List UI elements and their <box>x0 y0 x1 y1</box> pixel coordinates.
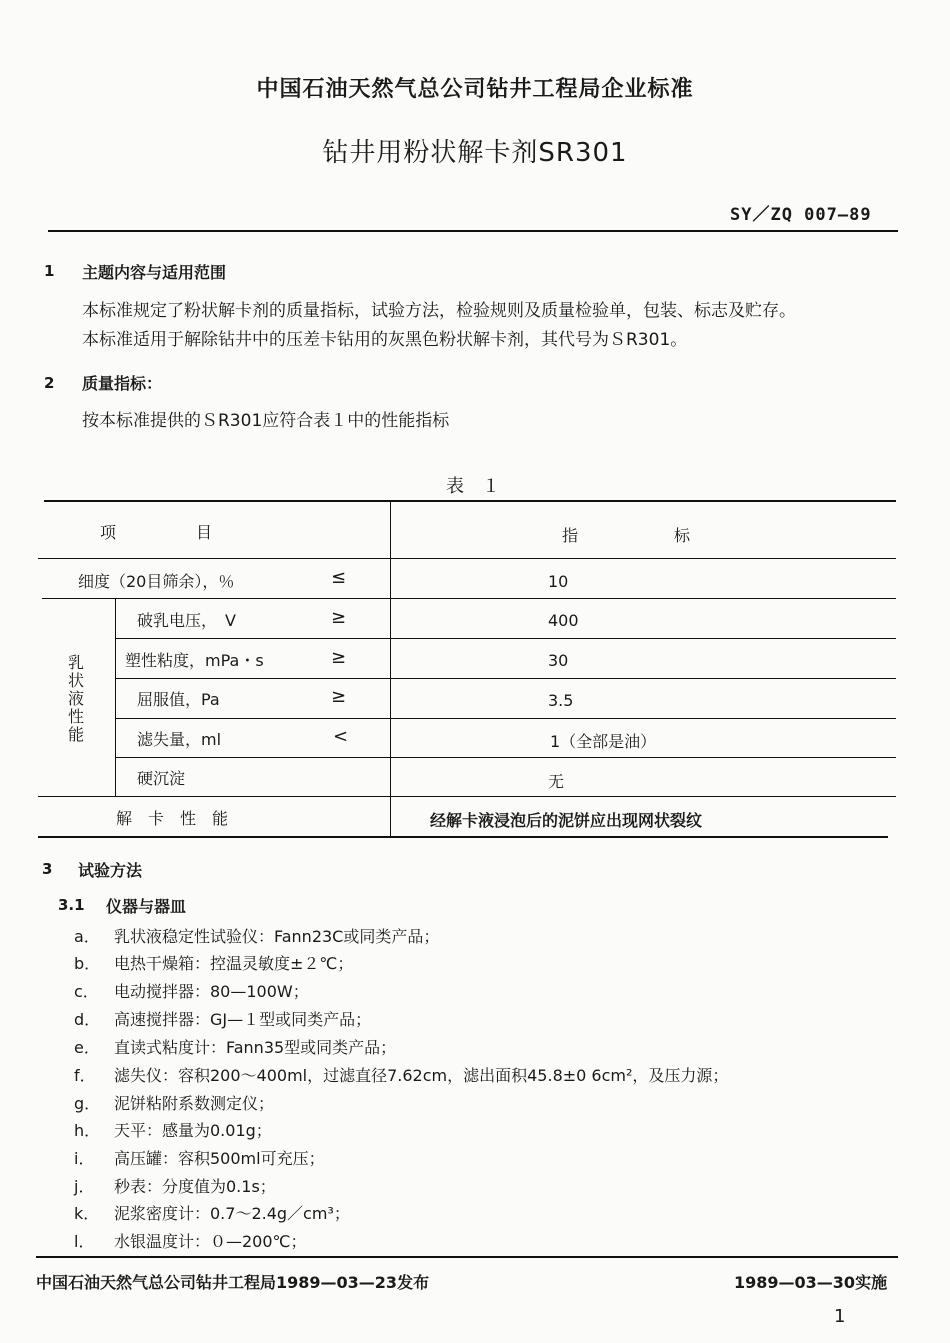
list-item-label: i． <box>74 1149 95 1168</box>
list-item-label: f． <box>74 1066 96 1085</box>
list-item: 乳状液稳定性试验仪：Fann23C或同类产品； <box>114 927 440 946</box>
row-name-breakdown-voltage: 破乳电压， V <box>137 611 236 630</box>
row-value-filtration-loss: 1（全部是油） <box>550 732 657 751</box>
row-name-fineness: 细度（20目筛余），％ <box>78 572 235 591</box>
list-item-label: e． <box>74 1038 100 1057</box>
row-value-breakdown-voltage: 400 <box>548 611 579 630</box>
list-item: 直读式粘度计：Fann35型或同类产品； <box>114 1038 397 1057</box>
list-item: 电动搅拌器：80—100W； <box>114 982 309 1001</box>
row-value-fineness: 10 <box>548 572 569 591</box>
list-item-label: b． <box>74 954 101 973</box>
header-rule <box>48 230 898 232</box>
list-item-label: j． <box>74 1177 95 1196</box>
section-3-1-title: 仪器与器皿 <box>106 897 187 916</box>
table-group-label: 乳状液性能 <box>67 653 84 744</box>
list-item: 秒表：分度值为0.1s； <box>114 1177 276 1196</box>
row-value-yield-point: 3.5 <box>548 691 574 710</box>
row-op-yield-point: ≥ <box>331 686 347 707</box>
table-row-rule <box>38 796 896 797</box>
section-1-title: 主题内容与适用范围 <box>82 263 227 282</box>
table-row-rule <box>115 718 896 719</box>
list-item-label: g． <box>74 1094 101 1113</box>
table-header-index: 指 标 <box>562 526 691 545</box>
list-item-label: h． <box>74 1121 101 1140</box>
list-item: 高速搅拌器：GJ—１型或同类产品； <box>114 1010 372 1029</box>
row-name-yield-point: 屈服值，Pa <box>137 690 220 709</box>
table-caption: 表 １ <box>446 476 500 497</box>
list-item-label: d． <box>74 1010 101 1029</box>
issue-date: 中国石油天然气总公司钻井工程局1989—03—23发布 <box>36 1273 430 1292</box>
section-1-line-1: 本标准规定了粉状解卡剂的质量指标，试验方法，检验规则及质量检验单，包装、标志及贮存。 <box>82 301 796 321</box>
standard-code: SY／ZQ 007—89 <box>730 205 872 225</box>
row-name-plastic-viscosity: 塑性粘度，mPa・s <box>125 651 264 670</box>
effective-date: 1989—03—30实施 <box>734 1273 888 1292</box>
section-2-text: 按本标准提供的ＳR301应符合表１中的性能指标 <box>82 411 450 431</box>
table-header-rule <box>38 558 896 559</box>
list-item: 泥浆密度计：0.7～2.4g／cm³； <box>114 1204 350 1223</box>
document-title: 钻井用粉状解卡剂SR301 <box>322 138 628 168</box>
list-item: 电热干燥箱：控温灵敏度±２℃； <box>114 954 354 973</box>
list-item-label: k． <box>74 1204 100 1223</box>
table-group-rule <box>115 598 116 796</box>
table-row-rule <box>42 598 896 599</box>
row-name-release-performance: 解 卡 性 能 <box>116 809 229 828</box>
section-1-line-2: 本标准适用于解除钻井中的压差卡钻用的灰黑色粉状解卡剂，其代号为ＳR301。 <box>82 330 688 350</box>
section-1-number: 1 <box>44 262 55 280</box>
list-item-label: a． <box>74 927 100 946</box>
table-column-rule <box>390 502 391 836</box>
table-bottom-rule <box>38 836 888 838</box>
list-item: 滤失仪：容积200～400ml，过滤直径7.62cm，滤出面积45.8±0 6cm²，及压力源； <box>114 1066 729 1085</box>
section-2-title: 质量指标： <box>82 374 163 393</box>
row-op-fineness: ≤ <box>331 567 347 588</box>
row-op-plastic-viscosity: ≥ <box>331 647 347 668</box>
row-op-filtration-loss: < <box>333 726 349 747</box>
section-3-title: 试验方法 <box>78 861 143 880</box>
row-name-filtration-loss: 滤失量，ml <box>137 730 222 749</box>
row-value-hard-sediment: 无 <box>548 772 565 791</box>
row-value-release-performance: 经解卡液浸泡后的泥饼应出现网状裂纹 <box>430 811 703 830</box>
table-row-rule <box>115 638 896 639</box>
table-header-item: 项 目 <box>100 523 213 542</box>
section-2-number: 2 <box>44 374 55 392</box>
list-item-label: c． <box>74 982 99 1001</box>
table-row-rule <box>115 678 896 679</box>
list-item: 高压罐：容积500ml可充压； <box>114 1149 325 1168</box>
footer-rule <box>36 1256 898 1258</box>
page-number: 1 <box>834 1306 846 1327</box>
list-item: 天平：感量为0.01g； <box>114 1121 272 1140</box>
row-name-hard-sediment: 硬沉淀 <box>137 769 186 788</box>
section-3-number: 3 <box>42 860 53 878</box>
table-row-rule <box>115 757 896 758</box>
row-value-plastic-viscosity: 30 <box>548 651 569 670</box>
table-top-rule <box>44 500 896 502</box>
list-item: 水银温度计：０—200℃； <box>114 1232 307 1251</box>
row-op-breakdown-voltage: ≥ <box>331 607 347 628</box>
section-3-1-number: 3.1 <box>58 896 85 914</box>
list-item: 泥饼粘附系数测定仪； <box>114 1094 275 1113</box>
list-item-label: l． <box>74 1232 95 1251</box>
organization-header: 中国石油天然气总公司钻井工程局企业标准 <box>256 77 694 102</box>
